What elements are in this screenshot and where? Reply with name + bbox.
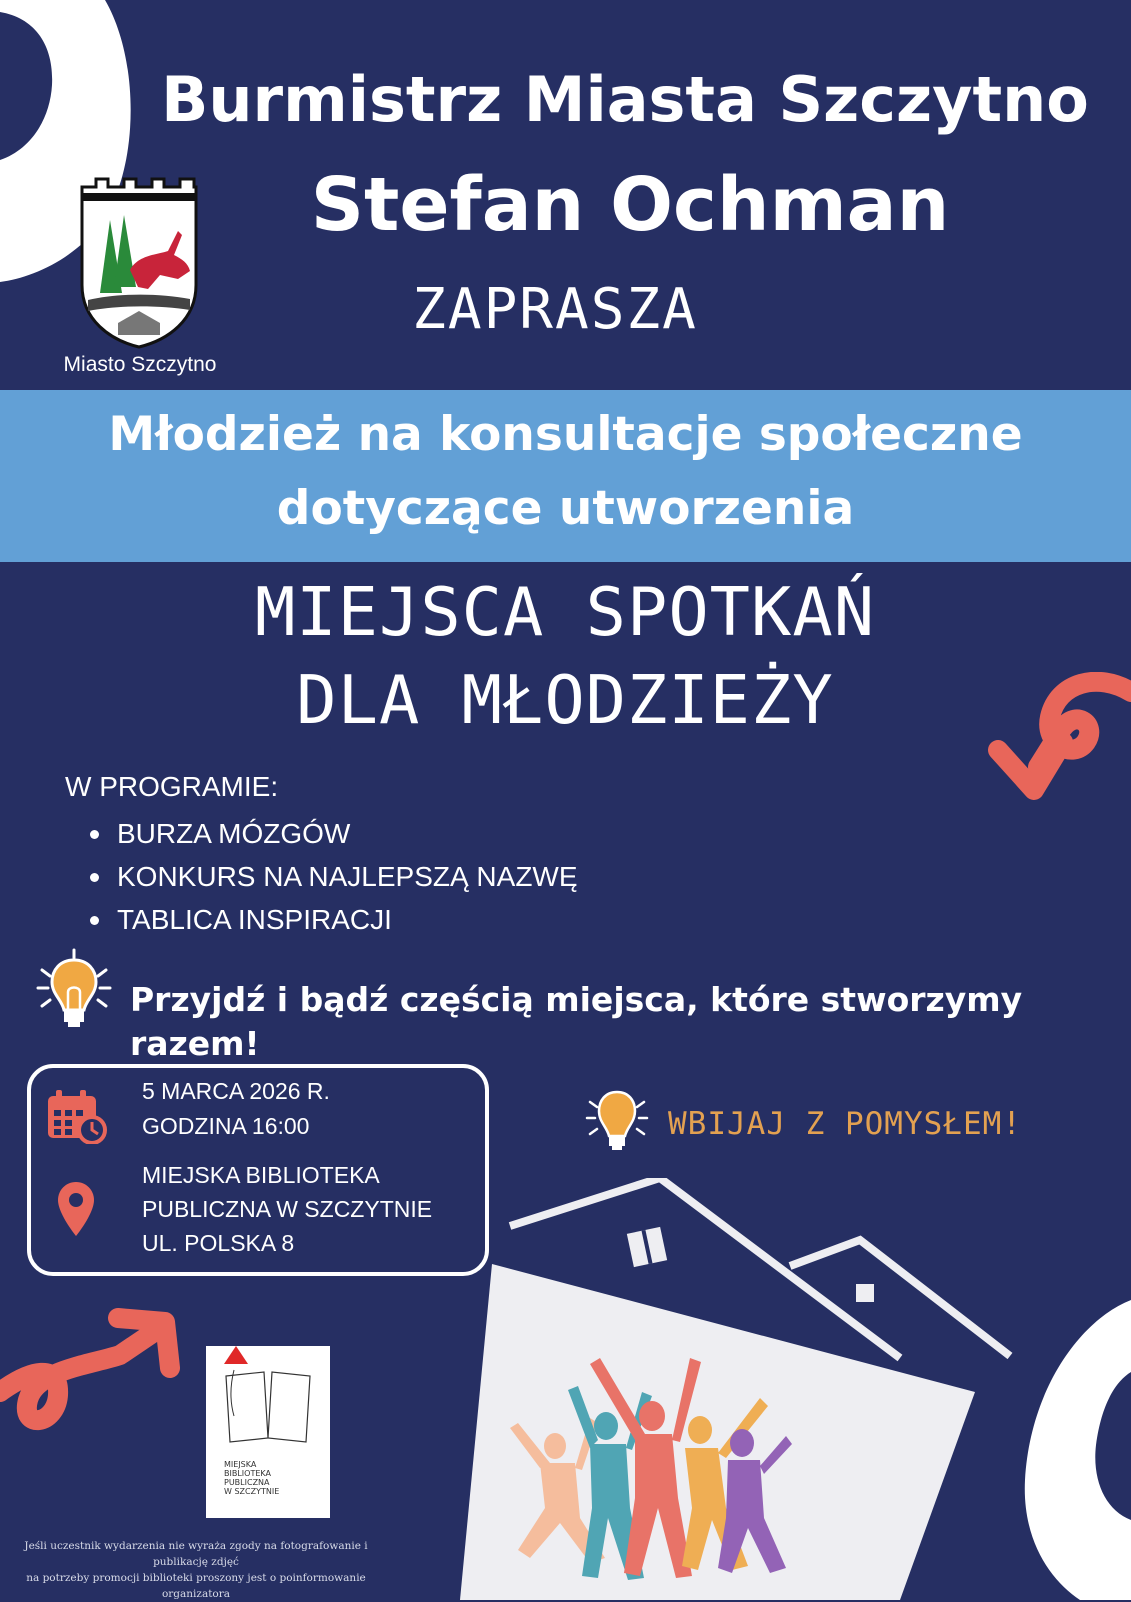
headline-line-1: MIEJSCA SPOTKAŃ	[254, 573, 876, 651]
program-heading: W PROGRAMIE:	[65, 771, 279, 802]
program-item: TABLICA INSPIRACJI	[117, 898, 578, 941]
program-item: KONKURS NA NAJLEPSZĄ NAZWĘ	[117, 855, 578, 898]
title-invites: ZAPRASZA	[412, 277, 698, 342]
footnote-line-1: Jeśli uczestnik wydarzenia nie wyraża zgody na fotografowanie i publikację zdjęć	[24, 1540, 368, 1568]
subtitle-line-2: dotyczące utworzenia	[276, 481, 855, 536]
lightbulb-icon	[34, 948, 114, 1030]
library-logo-line: MIEJSKA	[224, 1460, 257, 1469]
szczytno-coat-of-arms	[78, 175, 202, 350]
title-mayor-name: Stefan Ochman	[310, 162, 950, 248]
title-mayor-line: Burmistrz Miasta Szczytno	[161, 63, 1089, 136]
event-time: GODZINA 16:00	[142, 1113, 310, 1139]
library-logo-line: BIBLIOTEKA	[224, 1469, 271, 1478]
photo-consent-footnote	[8, 1538, 384, 1602]
invite-text: Przyjdź i bądź częścią miejsca, które stworzymy razem!	[130, 980, 1023, 1063]
library-logo-text	[224, 1460, 279, 1496]
headline-line-2: DLA MŁODZIEŻY	[296, 661, 834, 739]
open-book-icon	[206, 1346, 330, 1456]
subtitle-line-1: Młodzież na konsultacje społeczne	[108, 407, 1023, 462]
program-item: BURZA MÓZGÓW	[117, 812, 578, 855]
library-logo-line: W SZCZYTNIE	[224, 1487, 280, 1496]
program-list	[117, 812, 578, 941]
venue-line-2: PUBLICZNA W SZCZYTNIE	[142, 1196, 433, 1222]
lightbulb-icon	[584, 1084, 650, 1154]
event-venue	[142, 1158, 432, 1260]
house-illustration	[430, 1178, 1050, 1600]
coral-arrow-right	[978, 672, 1131, 812]
subtitle-text	[0, 398, 1131, 546]
venue-line-1: MIEJSKA BIBLIOTEKA	[142, 1162, 380, 1188]
event-datetime	[142, 1074, 330, 1144]
calendar-clock-icon	[46, 1088, 108, 1144]
event-date: 5 MARCA 2026 R.	[142, 1078, 330, 1104]
crest-caption: Miasto Szczytno	[63, 353, 217, 376]
library-logo-line: PUBLICZNA	[224, 1478, 270, 1487]
event-headline	[150, 568, 980, 744]
location-pin-icon	[56, 1180, 96, 1238]
footnote-line-2: na potrzeby promocji biblioteki proszony jest o poinformowanie organizatora	[26, 1572, 366, 1600]
venue-line-3: UL. POLSKA 8	[142, 1230, 295, 1256]
slogan-text: WBIJAJ Z POMYSŁEM!	[668, 1106, 1022, 1142]
coral-arrow-left	[0, 1300, 190, 1460]
